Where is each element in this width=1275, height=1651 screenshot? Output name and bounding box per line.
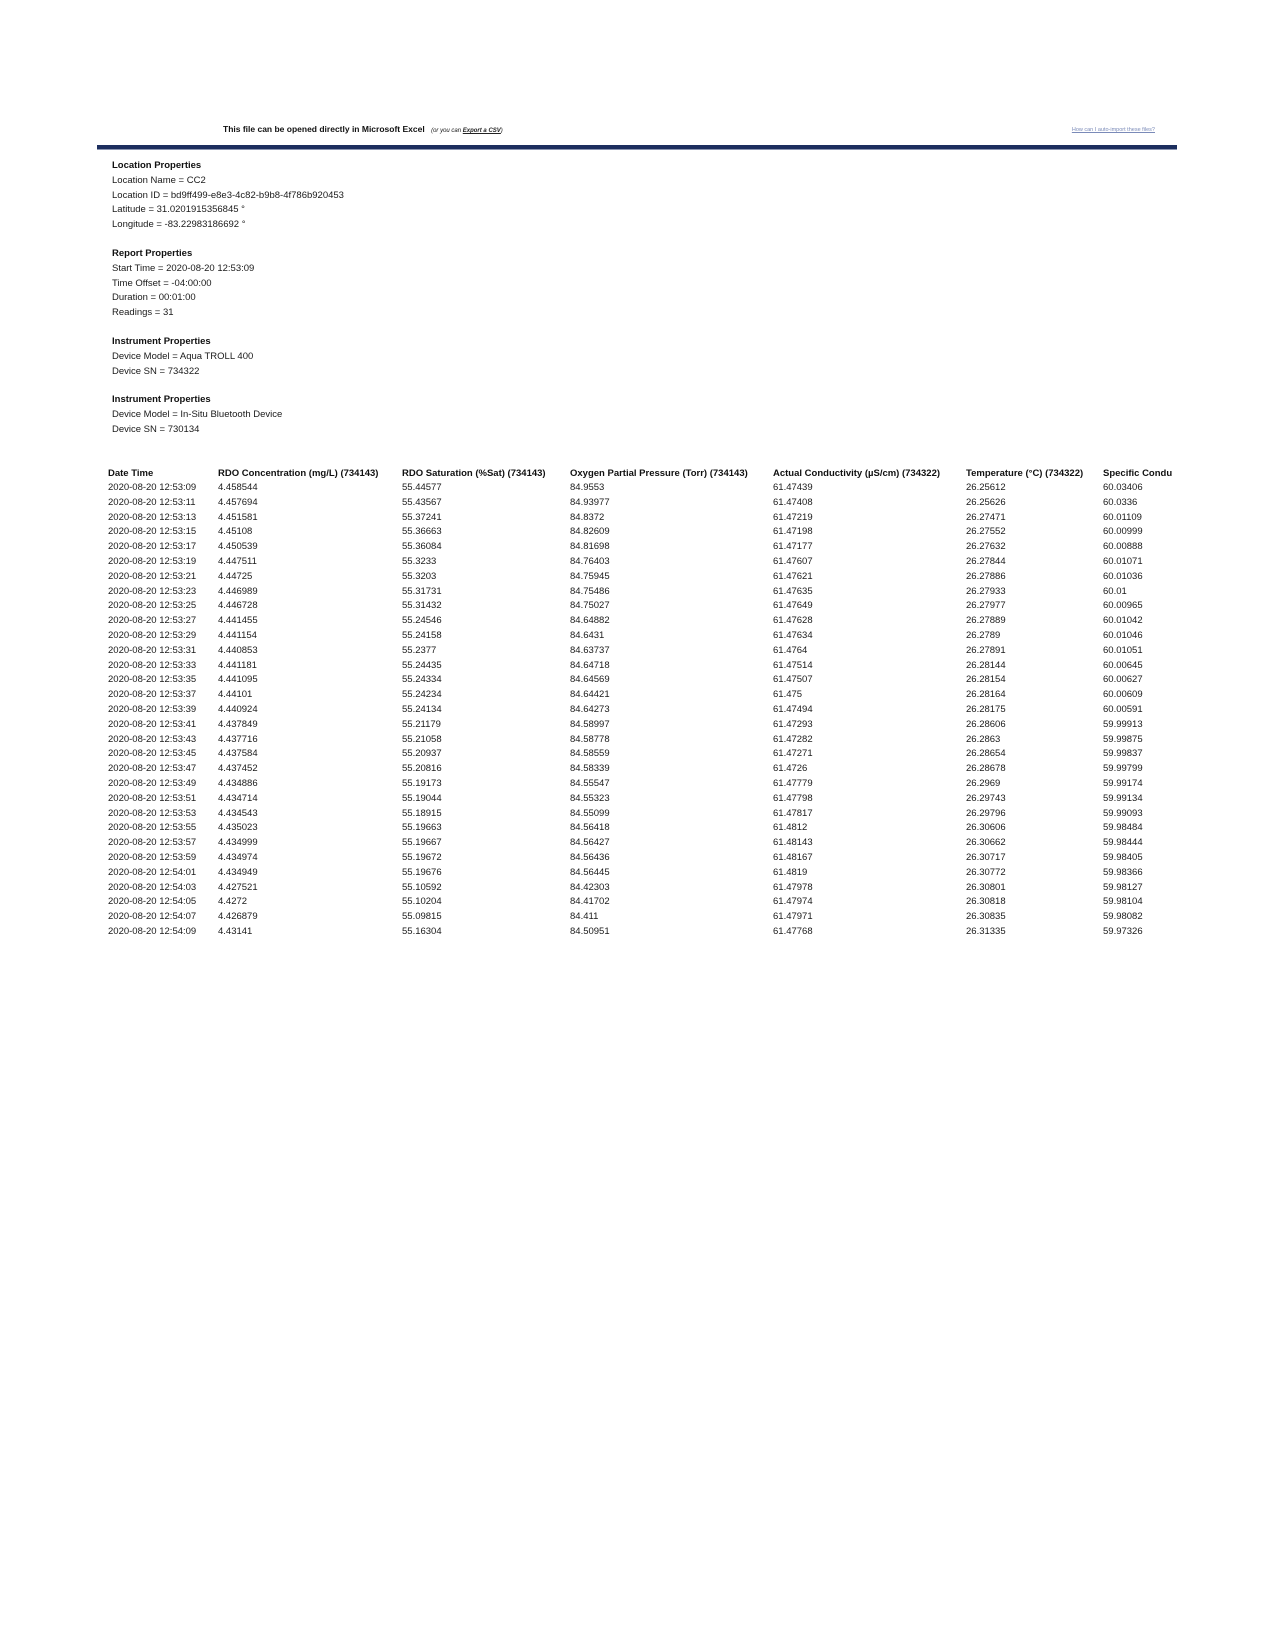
table-row [108, 836, 1178, 851]
table-cell: 4.435023 [218, 822, 258, 834]
duration: Duration = 00:01:00 [112, 292, 196, 304]
table-row [108, 540, 1178, 555]
table-cell: 4.451581 [218, 511, 258, 523]
table-row [108, 881, 1178, 896]
table-cell: 2020-08-20 12:54:01 [108, 866, 197, 878]
readings: Readings = 31 [112, 307, 174, 319]
header-divider [97, 145, 1177, 149]
location-properties-title: Location Properties [112, 160, 202, 171]
table-cell: 4.458544 [218, 482, 258, 493]
table-cell: 59.97326 [1103, 925, 1143, 937]
table-cell: 4.434949 [218, 866, 258, 878]
table-cell: 61.47494 [773, 703, 813, 715]
table-row [108, 644, 1178, 659]
table-cell: 55.36084 [402, 541, 442, 553]
table-cell: 26.27891 [966, 644, 1006, 656]
table-cell: 4.437584 [218, 748, 258, 760]
table-cell: 60.00888 [1103, 541, 1143, 553]
table-row [108, 688, 1178, 703]
table-cell: 2020-08-20 12:53:21 [108, 570, 197, 582]
table-cell: 26.2789 [966, 629, 1001, 641]
table-cell: 2020-08-20 12:54:07 [108, 911, 197, 923]
table-cell: 61.47514 [773, 659, 813, 671]
table-cell: 4.441181 [218, 659, 257, 671]
table-cell: 4.44725 [218, 570, 253, 582]
table-cell: 55.19663 [402, 822, 442, 834]
table-cell: 84.55547 [570, 777, 610, 789]
table-cell: 84.55099 [570, 807, 610, 819]
table-cell: 4.427521 [218, 881, 258, 893]
location-properties [112, 159, 344, 233]
table-cell: 61.47271 [773, 748, 813, 760]
device-model: Device Model = Aqua TROLL 400 [112, 350, 254, 362]
table-cell: 55.10592 [402, 881, 442, 893]
table-cell: 84.75486 [570, 585, 610, 597]
table-cell: 55.3203 [402, 570, 437, 582]
table-cell: 4.437849 [218, 718, 258, 730]
table-cell: 59.99174 [1103, 777, 1143, 789]
table-cell: 60.01 [1103, 585, 1127, 597]
table-cell: 60.00591 [1103, 703, 1143, 715]
table-body [108, 481, 1178, 940]
table-cell: 84.64718 [570, 659, 610, 671]
table-cell: 60.00965 [1103, 600, 1143, 612]
table-cell: 2020-08-20 12:54:03 [108, 881, 197, 893]
table-cell: 55.24134 [402, 703, 442, 715]
table-cell: 26.29743 [966, 792, 1006, 804]
table-cell: 2020-08-20 12:53:15 [108, 526, 197, 538]
table-row [108, 910, 1178, 925]
table-cell: 61.4726 [773, 763, 808, 775]
table-cell: 2020-08-20 12:53:55 [108, 822, 197, 834]
table-cell: 60.00609 [1103, 689, 1143, 701]
table-cell: 84.58559 [570, 748, 610, 760]
table-cell: 2020-08-20 12:53:53 [108, 807, 197, 819]
excel-notice-text: This file can be opened directly in Microsoft Excel [223, 124, 425, 134]
instrument-properties-title: Instrument Properties [112, 394, 211, 405]
table-row [108, 614, 1178, 629]
table-cell: 84.9553 [570, 482, 605, 493]
table-row [108, 777, 1178, 792]
table-cell: 59.99913 [1103, 718, 1143, 730]
table-cell: 61.47408 [773, 496, 813, 508]
table-cell: 55.2377 [402, 644, 437, 656]
table-cell: 4.447511 [218, 555, 257, 567]
table-cell: 61.47621 [773, 570, 813, 582]
table-cell: 26.28144 [966, 659, 1006, 671]
table-cell: 61.48143 [773, 837, 813, 849]
table-cell: 60.01051 [1103, 644, 1143, 656]
table-cell: 55.24158 [402, 629, 442, 641]
table-cell: 61.4764 [773, 644, 808, 656]
table-cell: 55.44577 [402, 482, 442, 493]
table-cell: 61.47177 [773, 541, 813, 553]
table-row [108, 481, 1178, 496]
table-cell: 2020-08-20 12:53:25 [108, 600, 197, 612]
table-cell: 84.50951 [570, 925, 610, 937]
table-cell: 84.75945 [570, 570, 610, 582]
table-cell: 2020-08-20 12:53:57 [108, 837, 197, 849]
table-cell: 55.09815 [402, 911, 442, 923]
table-cell: 61.47971 [773, 911, 813, 923]
table-cell: 59.98405 [1103, 851, 1143, 863]
table-cell: 55.3233 [402, 555, 437, 567]
table-cell: 59.99799 [1103, 763, 1143, 775]
table-cell: 4.440924 [218, 703, 258, 715]
table-cell: 2020-08-20 12:53:47 [108, 763, 197, 775]
table-cell: 84.56436 [570, 851, 610, 863]
table-cell: 59.98104 [1103, 896, 1143, 908]
table-cell: 55.36663 [402, 526, 442, 538]
table-cell: 55.18915 [402, 807, 442, 819]
table-row [108, 733, 1178, 748]
table-row [108, 807, 1178, 822]
table-row [108, 866, 1178, 881]
table-cell: 2020-08-20 12:53:19 [108, 555, 197, 567]
table-row [108, 718, 1178, 733]
table-cell: 2020-08-20 12:53:39 [108, 703, 197, 715]
table-cell: 84.82609 [570, 526, 610, 538]
table-cell: 26.31335 [966, 925, 1006, 937]
device-model: Device Model = In-Situ Bluetooth Device [112, 408, 283, 420]
table-cell: 2020-08-20 12:53:13 [108, 511, 197, 523]
table-cell: 84.56427 [570, 837, 610, 849]
table-cell: 4.441455 [218, 615, 258, 627]
table-cell: 26.29796 [966, 807, 1006, 819]
table-cell: 2020-08-20 12:53:49 [108, 777, 197, 789]
table-cell: 26.27471 [966, 511, 1006, 523]
report-properties [112, 247, 254, 321]
table-cell: 4.441095 [218, 674, 258, 686]
table-row [108, 851, 1178, 866]
table-cell: 61.47817 [773, 807, 813, 819]
table-cell: 84.8372 [570, 511, 605, 523]
table-cell: 84.42303 [570, 881, 610, 893]
table-cell: 61.4819 [773, 866, 808, 878]
table-cell: 59.98127 [1103, 881, 1143, 893]
location-id: Location ID = bd9ff499-e8e3-4c82-b9b8-4f786b920453 [112, 189, 344, 201]
table-cell: 4.434543 [218, 807, 258, 819]
table-row [108, 821, 1178, 836]
table-cell: 4.426879 [218, 911, 258, 923]
table-cell: 55.20816 [402, 763, 442, 775]
table-cell: 55.24546 [402, 615, 442, 627]
table-cell: 84.56418 [570, 822, 610, 834]
table-cell: 61.47507 [773, 674, 813, 686]
table-cell: 55.24234 [402, 689, 442, 701]
table-cell: 61.47634 [773, 629, 813, 641]
table-cell: 84.58339 [570, 763, 610, 775]
longitude: Longitude = -83.22983186692 ° [112, 219, 246, 231]
readings-table [108, 466, 1178, 940]
table-cell: 2020-08-20 12:53:31 [108, 644, 197, 656]
table-cell: 61.47978 [773, 881, 813, 893]
instrument-properties-2 [112, 393, 282, 437]
table-cell: 55.31432 [402, 600, 442, 612]
table-cell: 2020-08-20 12:53:35 [108, 674, 197, 686]
table-header-row [108, 466, 1178, 481]
table-cell: 55.24334 [402, 674, 442, 686]
table-cell: 59.98082 [1103, 911, 1143, 923]
column-header: Date Time [108, 468, 154, 479]
table-cell: 55.19672 [402, 851, 442, 863]
table-cell: 26.27632 [966, 541, 1006, 553]
excel-notice [223, 124, 503, 134]
table-cell: 84.75027 [570, 600, 610, 612]
column-header: Oxygen Partial Pressure (Torr) (734143) [570, 468, 748, 479]
table-cell: 61.47768 [773, 925, 813, 937]
table-cell: 55.20937 [402, 748, 442, 760]
location-name: Location Name = CC2 [112, 174, 206, 186]
table-cell: 2020-08-20 12:53:59 [108, 851, 197, 863]
table-cell: 61.47293 [773, 718, 813, 730]
table-cell: 84.6431 [570, 629, 605, 641]
table-cell: 2020-08-20 12:53:27 [108, 615, 197, 627]
table-cell: 4.434974 [218, 851, 258, 863]
export-csv-link[interactable]: Export a CSV [462, 128, 501, 134]
table-cell: 26.30801 [966, 881, 1006, 893]
table-cell: 59.98484 [1103, 822, 1143, 834]
table-cell: 61.47439 [773, 482, 813, 493]
table-cell: 26.28164 [966, 689, 1006, 701]
table-row [108, 792, 1178, 807]
table-cell: 60.01071 [1103, 555, 1143, 567]
table-cell: 2020-08-20 12:54:05 [108, 896, 197, 908]
table-row [108, 895, 1178, 910]
table-cell: 26.27886 [966, 570, 1006, 582]
table-cell: 59.99875 [1103, 733, 1143, 745]
table-cell: 4.434714 [218, 792, 258, 804]
table-cell: 26.27552 [966, 526, 1006, 538]
table-cell: 60.00999 [1103, 526, 1143, 538]
report-properties-title: Report Properties [112, 248, 193, 259]
table-cell: 26.27844 [966, 555, 1006, 567]
table-cell: 55.16304 [402, 925, 442, 937]
table-cell: 55.43567 [402, 496, 442, 508]
table-cell: 55.37241 [402, 511, 442, 523]
table-cell: 84.64569 [570, 674, 610, 686]
table-cell: 4.446728 [218, 600, 258, 612]
table-row [108, 525, 1178, 540]
table-cell: 60.0336 [1103, 496, 1138, 508]
table-cell: 55.19173 [402, 777, 442, 789]
table-cell: 55.24435 [402, 659, 442, 671]
table-cell: 2020-08-20 12:53:51 [108, 792, 197, 804]
table-cell: 59.99093 [1103, 807, 1143, 819]
table-cell: 4.437452 [218, 763, 258, 775]
export-note-prefix: (or you can [431, 128, 462, 134]
table-cell: 55.31731 [402, 585, 442, 597]
export-note [431, 128, 503, 134]
column-header: RDO Saturation (%Sat) (734143) [402, 468, 546, 479]
table-cell: 2020-08-20 12:53:43 [108, 733, 197, 745]
table-cell: 2020-08-20 12:53:11 [108, 496, 196, 508]
table-cell: 59.98366 [1103, 866, 1143, 878]
table-row [108, 496, 1178, 511]
table-cell: 61.47635 [773, 585, 813, 597]
table-cell: 61.47607 [773, 555, 813, 567]
readings-table-container [108, 466, 1178, 940]
table-cell: 55.19044 [402, 792, 442, 804]
table-row [108, 585, 1178, 600]
table-cell: 84.93977 [570, 496, 610, 508]
table-cell: 61.47779 [773, 777, 813, 789]
table-cell: 61.47974 [773, 896, 813, 908]
table-cell: 61.47649 [773, 600, 813, 612]
table-cell: 26.27889 [966, 615, 1006, 627]
table-cell: 84.55323 [570, 792, 610, 804]
table-row [108, 555, 1178, 570]
table-row [108, 703, 1178, 718]
table-cell: 26.27933 [966, 585, 1006, 597]
table-row [108, 659, 1178, 674]
table-cell: 2020-08-20 12:53:45 [108, 748, 197, 760]
table-cell: 61.47282 [773, 733, 813, 745]
table-cell: 4.434999 [218, 837, 258, 849]
column-header: Temperature (°C) (734322) [966, 468, 1084, 479]
device-sn: Device SN = 730134 [112, 423, 200, 435]
table-cell: 26.2969 [966, 777, 1001, 789]
table-cell: 4.434886 [218, 777, 258, 789]
table-cell: 84.63737 [570, 644, 610, 656]
table-cell: 84.41702 [570, 896, 610, 908]
table-cell: 61.48167 [773, 851, 813, 863]
table-cell: 60.01109 [1103, 511, 1142, 523]
table-cell: 26.30772 [966, 866, 1006, 878]
table-cell: 55.19667 [402, 837, 442, 849]
table-row [108, 762, 1178, 777]
table-row [108, 570, 1178, 585]
table-cell: 84.58778 [570, 733, 610, 745]
table-cell: 4.457694 [218, 496, 258, 508]
table-cell: 2020-08-20 12:53:29 [108, 629, 197, 641]
table-cell: 61.47198 [773, 526, 813, 538]
table-cell: 4.45108 [218, 526, 253, 538]
table-cell: 84.58997 [570, 718, 610, 730]
table-cell: 84.64273 [570, 703, 610, 715]
table-row [108, 747, 1178, 762]
table-cell: 84.411 [570, 911, 599, 923]
export-note-suffix: ) [500, 128, 503, 134]
table-cell: 26.28654 [966, 748, 1006, 760]
table-cell: 26.28154 [966, 674, 1006, 686]
table-cell: 2020-08-20 12:53:37 [108, 689, 197, 701]
table-row [108, 925, 1178, 940]
start-time: Start Time = 2020-08-20 12:53:09 [112, 262, 255, 274]
auto-import-link[interactable]: How can I auto-import these files? [1071, 127, 1155, 133]
table-cell: 2020-08-20 12:53:09 [108, 482, 197, 493]
table-cell: 2020-08-20 12:54:09 [108, 925, 197, 937]
table-cell: 4.43141 [218, 925, 253, 937]
table-cell: 84.64421 [570, 689, 610, 701]
device-sn: Device SN = 734322 [112, 365, 200, 377]
table-cell: 2020-08-20 12:53:17 [108, 541, 197, 553]
table-cell: 26.2863 [966, 733, 1001, 745]
table-cell: 84.64882 [570, 615, 610, 627]
table-cell: 60.01046 [1103, 629, 1143, 641]
instrument-properties-title: Instrument Properties [112, 336, 211, 347]
table-cell: 26.30835 [966, 911, 1006, 923]
table-cell: 26.30606 [966, 822, 1006, 834]
table-cell: 4.440853 [218, 644, 258, 656]
table-cell: 61.47798 [773, 792, 813, 804]
table-cell: 84.56445 [570, 866, 610, 878]
table-cell: 26.28606 [966, 718, 1006, 730]
table-cell: 26.30662 [966, 837, 1006, 849]
table-cell: 61.47628 [773, 615, 813, 627]
table-cell: 61.47219 [773, 511, 813, 523]
table-cell: 2020-08-20 12:53:41 [108, 718, 197, 730]
time-offset: Time Offset = -04:00:00 [112, 277, 212, 289]
table-cell: 4.441154 [218, 629, 257, 641]
table-row [108, 599, 1178, 614]
table-row [108, 673, 1178, 688]
table-cell: 55.21179 [402, 718, 441, 730]
column-header: Actual Conductivity (µS/cm) (734322) [773, 468, 941, 479]
table-row [108, 629, 1178, 644]
table-cell: 60.01042 [1103, 615, 1143, 627]
table-cell: 2020-08-20 12:53:33 [108, 659, 197, 671]
table-cell: 84.81698 [570, 541, 610, 553]
latitude: Latitude = 31.0201915356845 ° [112, 204, 245, 216]
table-cell: 4.4272 [218, 896, 248, 908]
table-cell: 59.99837 [1103, 748, 1143, 760]
table-cell: 60.00627 [1103, 674, 1143, 686]
table-cell: 26.25626 [966, 496, 1006, 508]
table-cell: 26.27977 [966, 600, 1006, 612]
table-cell: 26.28175 [966, 703, 1006, 715]
table-cell: 4.450539 [218, 541, 258, 553]
table-cell: 84.76403 [570, 555, 610, 567]
table-cell: 4.44101 [218, 689, 253, 701]
table-cell: 26.30717 [966, 851, 1006, 863]
table-cell: 60.03406 [1103, 482, 1143, 493]
table-cell: 60.00645 [1103, 659, 1143, 671]
table-cell: 60.01036 [1103, 570, 1143, 582]
table-cell: 55.21058 [402, 733, 442, 745]
table-cell: 26.28678 [966, 763, 1006, 775]
table-cell: 26.25612 [966, 482, 1006, 493]
instrument-properties-1 [112, 335, 253, 379]
table-cell: 4.446989 [218, 585, 258, 597]
table-cell: 26.30818 [966, 896, 1006, 908]
table-cell: 59.98444 [1103, 837, 1143, 849]
table-cell: 59.99134 [1103, 792, 1143, 804]
table-row [108, 511, 1178, 526]
table-cell: 2020-08-20 12:53:23 [108, 585, 197, 597]
table-cell: 55.19676 [402, 866, 442, 878]
column-header: Specific Condu [1103, 468, 1173, 479]
column-header: RDO Concentration (mg/L) (734143) [218, 468, 379, 479]
table-cell: 4.437716 [218, 733, 258, 745]
table-cell: 61.4812 [773, 822, 808, 834]
table-cell: 61.475 [773, 689, 803, 701]
table-cell: 55.10204 [402, 896, 442, 908]
